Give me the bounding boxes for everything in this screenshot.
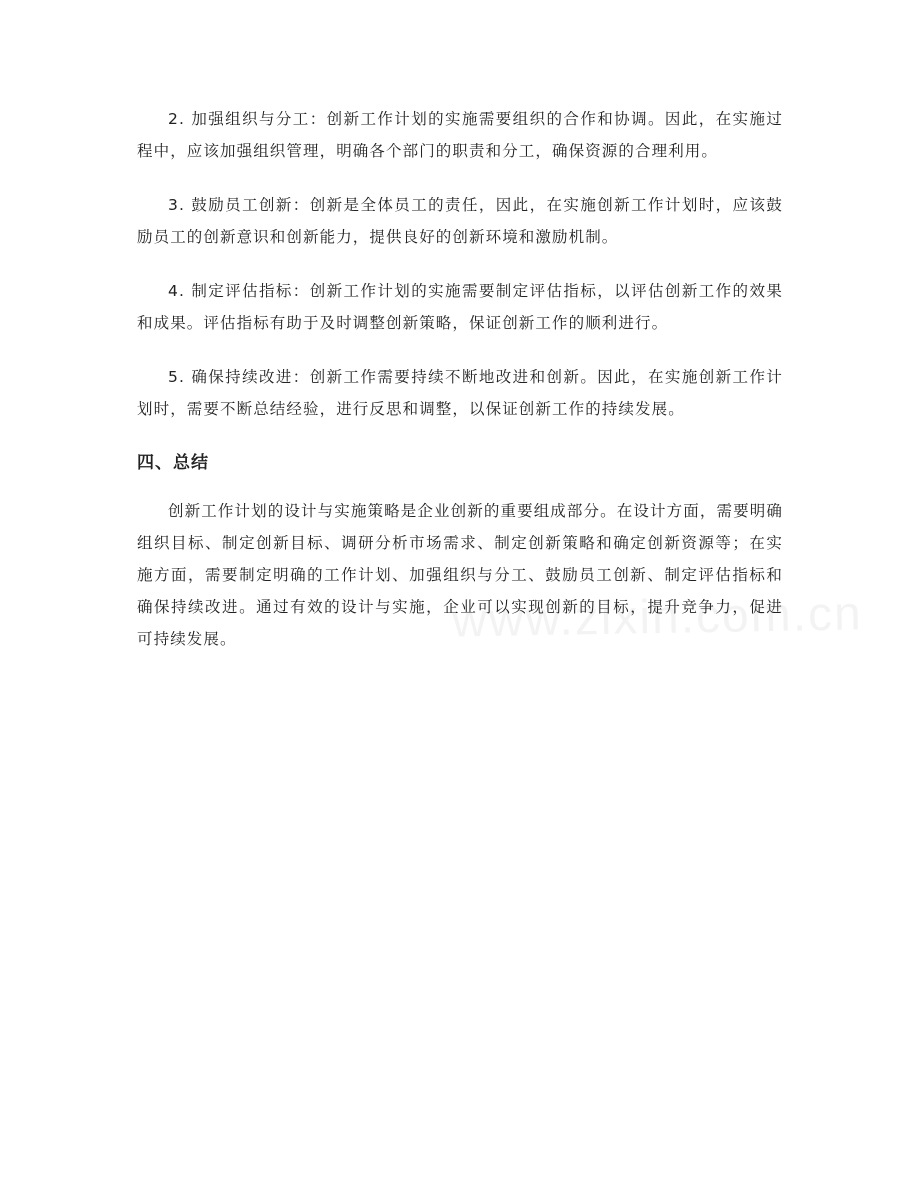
paragraph-continuous-improvement: 5. 确保持续改进：创新工作需要持续不断地改进和创新。因此，在实施创新工作计划时，需要不断总结经验，进行反思和调整，以保证创新工作的持续发展。 xyxy=(137,368,783,418)
document-body xyxy=(137,103,783,677)
paragraph-evaluation-metrics: 4. 制定评估指标：创新工作计划的实施需要制定评估指标，以评估创新工作的效果和成果。评估指标有助于及时调整创新策略，保证创新工作的顺利进行。 xyxy=(137,282,783,332)
paragraph-encourage-innovation: 3. 鼓励员工创新：创新是全体员工的责任，因此，在实施创新工作计划时，应该鼓励员工的创新意识和创新能力，提供良好的创新环境和激励机制。 xyxy=(137,196,783,246)
section-heading-summary: 四、总结 xyxy=(137,453,209,473)
paragraph-organization: 2. 加强组织与分工：创新工作计划的实施需要组织的合作和协调。因此，在实施过程中，应该加强组织管理，明确各个部门的职责和分工，确保资源的合理利用。 xyxy=(137,110,783,160)
paragraph-summary: 创新工作计划的设计与实施策略是企业创新的重要组成部分。在设计方面，需要明确组织目标、制定创新目标、调研分析市场需求、制定创新策略和确定创新资源等；在实施方面，需要制定明确的工作计划、加强组织与分工、鼓励员工创新、制定评估指标和确保持续改进。通过有效的设计与实施，企业可以实现创新的目标，提升竞争力，促进可持续发展。 xyxy=(137,502,783,648)
